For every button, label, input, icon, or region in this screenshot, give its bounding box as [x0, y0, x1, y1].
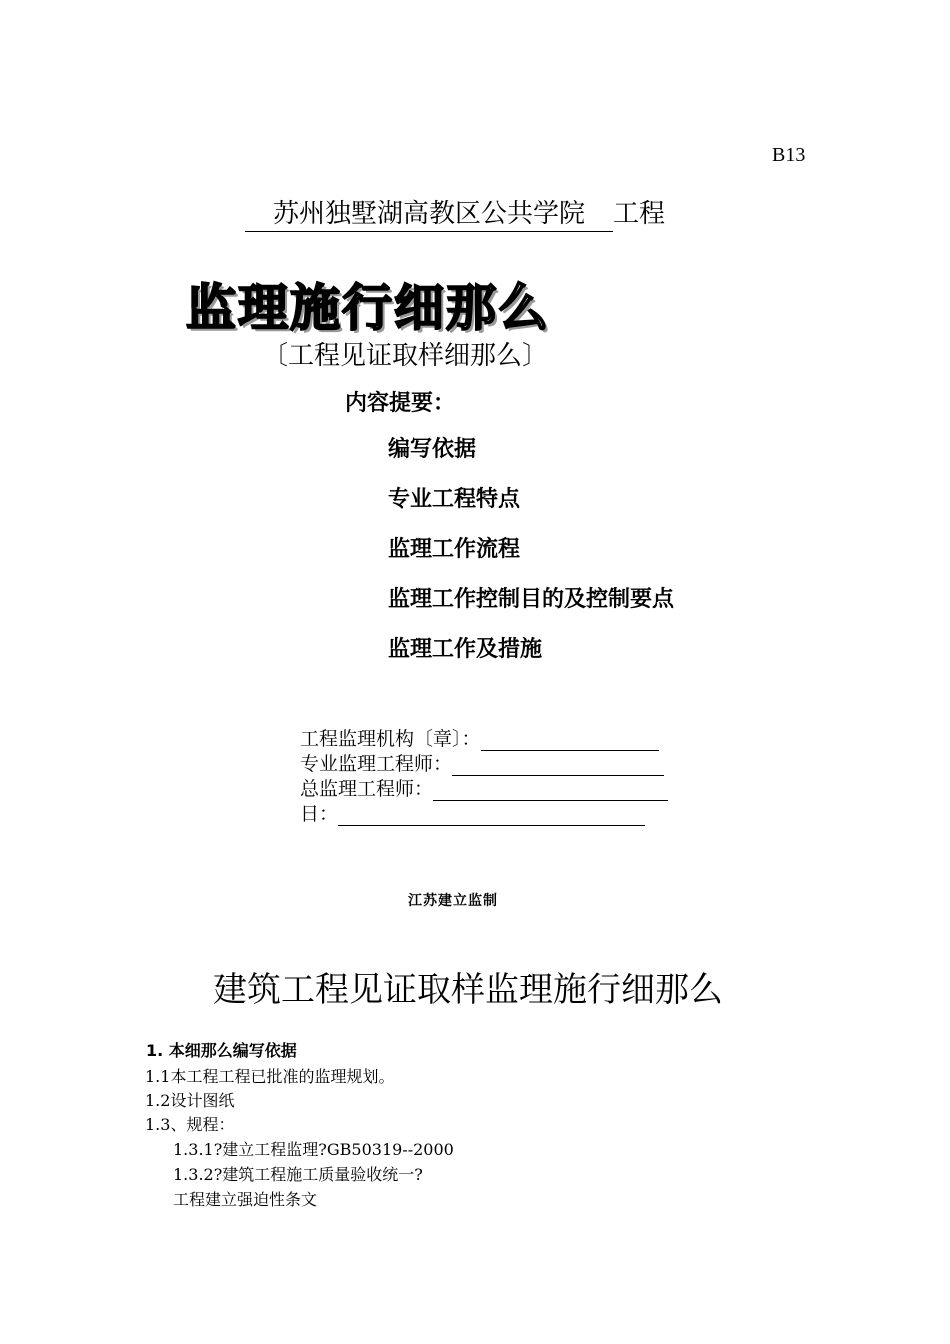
project-suffix: 工程 — [613, 199, 666, 229]
summary-item: 专业工程特点 — [388, 487, 521, 512]
item-1-3: 1.3、规程： — [145, 1115, 235, 1134]
sign-org-row — [300, 724, 659, 751]
sign-date-line — [338, 807, 645, 826]
item-1-2: 1.2设计图纸 — [145, 1091, 235, 1110]
summary-item: 编写依据 — [388, 437, 477, 462]
rules-title: 建筑工程见证取样监理施行细那么 — [213, 970, 723, 1010]
project-name: 苏州独墅湖高教区公共学院 — [245, 197, 613, 232]
section-1-title: 1. 本细那么编写依据 — [146, 1041, 297, 1060]
item-1-1: 1.1本工程工程已批准的监理规划。 — [145, 1067, 395, 1086]
sign-org-label: 工程监理机构〔章〕： — [300, 728, 481, 750]
sign-specialist-row — [300, 749, 664, 776]
summary-list — [388, 434, 674, 684]
item-1-3-2-cont: 工程建立强迫性条文 — [173, 1190, 318, 1209]
issuer: 江苏建立监制 — [408, 893, 498, 909]
sign-chief-row — [300, 774, 668, 801]
summary-label: 内容提要： — [345, 391, 456, 416]
sign-date-label: 日： — [300, 803, 339, 825]
item-1-3-2: 1.3.2?建筑工程施工质量验收统一? — [173, 1165, 423, 1184]
sign-specialist-label: 专业监理工程师： — [300, 753, 453, 775]
document-code: B13 — [772, 144, 806, 166]
summary-item: 监理工作控制目的及控制要点 — [388, 587, 675, 612]
item-1-3-1: 1.3.1?建立工程监理?GB50319--2000 — [173, 1140, 454, 1159]
sign-date-row — [300, 799, 645, 826]
subtitle: 〔工程见证取样细那么〕 — [262, 341, 549, 371]
summary-item: 监理工作流程 — [388, 537, 521, 562]
summary-item: 监理工作及措施 — [388, 637, 543, 662]
main-title: 监理施行细那么 — [186, 279, 550, 337]
project-name-line — [245, 193, 665, 232]
sign-chief-label: 总监理工程师： — [300, 778, 434, 800]
